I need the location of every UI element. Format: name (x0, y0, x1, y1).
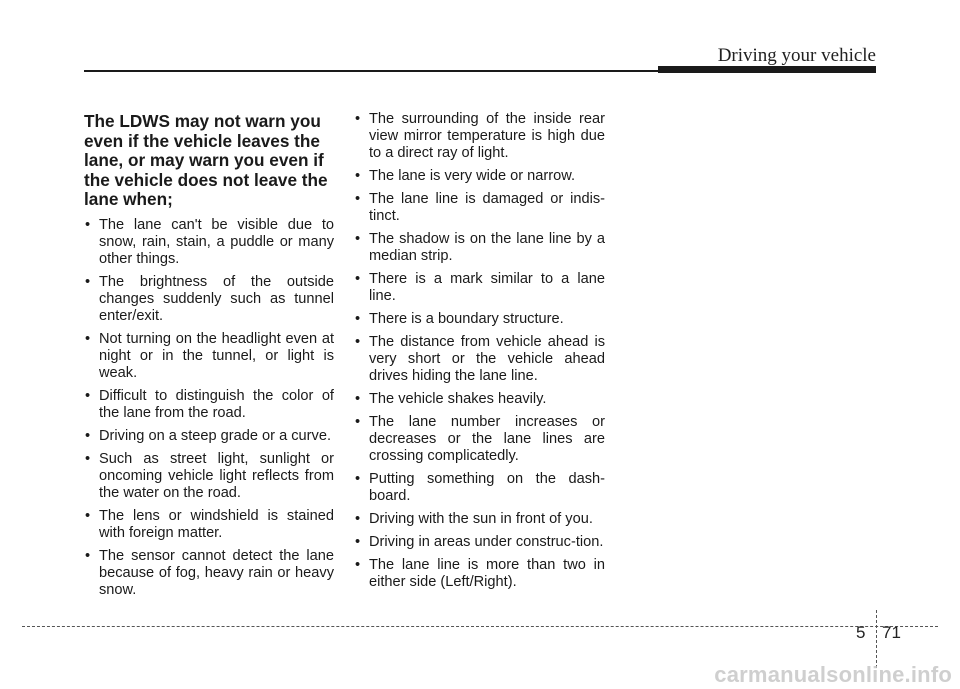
list-item: • The lane can't be visible due to snow, rain, stain, a puddle or many other things. (84, 217, 334, 268)
list-item: • The lane line is more than two in either side (Left/Right). (354, 557, 605, 591)
list-item: • The sensor cannot detect the lane because of fog, heavy rain or heavy snow. (84, 548, 334, 599)
left-bullet-list (84, 217, 334, 599)
list-item: • The brightness of the outside changes suddenly such as tunnel enter/exit. (84, 274, 334, 325)
list-item: • Putting something on the dash-board. (354, 471, 605, 505)
chapter-number: 5 (856, 623, 866, 642)
list-item: • Driving on a steep grade or a curve. (84, 428, 334, 445)
watermark: carmanualsonline.info (714, 662, 952, 687)
left-column (84, 112, 334, 605)
list-item: • The distance from vehicle ahead is very short or the vehicle ahead drives hiding the lane line. (354, 334, 605, 385)
list-item: • The vehicle shakes heavily. (354, 391, 605, 408)
list-item: • There is a mark similar to a lane line. (354, 271, 605, 305)
header-rule-thick (658, 66, 876, 73)
list-item: • The lane number increases or decreases or the lane lines are crossing complicatedly. (354, 414, 605, 465)
right-bullet-list (354, 111, 605, 591)
footer-dashed-divider (876, 610, 877, 668)
list-item: • The surrounding of the inside rear view mirror temperature is high due to a direct ray of light. (354, 111, 605, 162)
page-number: 71 (882, 623, 901, 642)
list-item: • Driving in areas under construc-tion. (354, 534, 605, 551)
list-item: • The lane is very wide or narrow. (354, 168, 605, 185)
header-rule-thin (84, 70, 660, 72)
list-item: • Such as street light, sunlight or oncoming vehicle light reflects from the water on the road. (84, 451, 334, 502)
list-item: • Not turning on the headlight even at night or in the tunnel, or light is weak. (84, 331, 334, 382)
list-item: • The lens or windshield is stained with foreign matter. (84, 508, 334, 542)
list-item: • Driving with the sun in front of you. (354, 511, 605, 528)
list-item: • There is a boundary structure. (354, 311, 605, 328)
section-heading: The LDWS may not warn you even if the vehicle leaves the lane, or may warn you even if the vehicle does not leave the lane when; (84, 111, 328, 209)
footer-dashed-rule (22, 626, 938, 627)
right-column (354, 111, 605, 597)
header-title: Driving your vehicle (717, 45, 876, 66)
list-item: • The shadow is on the lane line by a median strip. (354, 231, 605, 265)
list-item: • The lane line is damaged or indis-tinct. (354, 191, 605, 225)
list-item: • Difficult to distinguish the color of the lane from the road. (84, 388, 334, 422)
